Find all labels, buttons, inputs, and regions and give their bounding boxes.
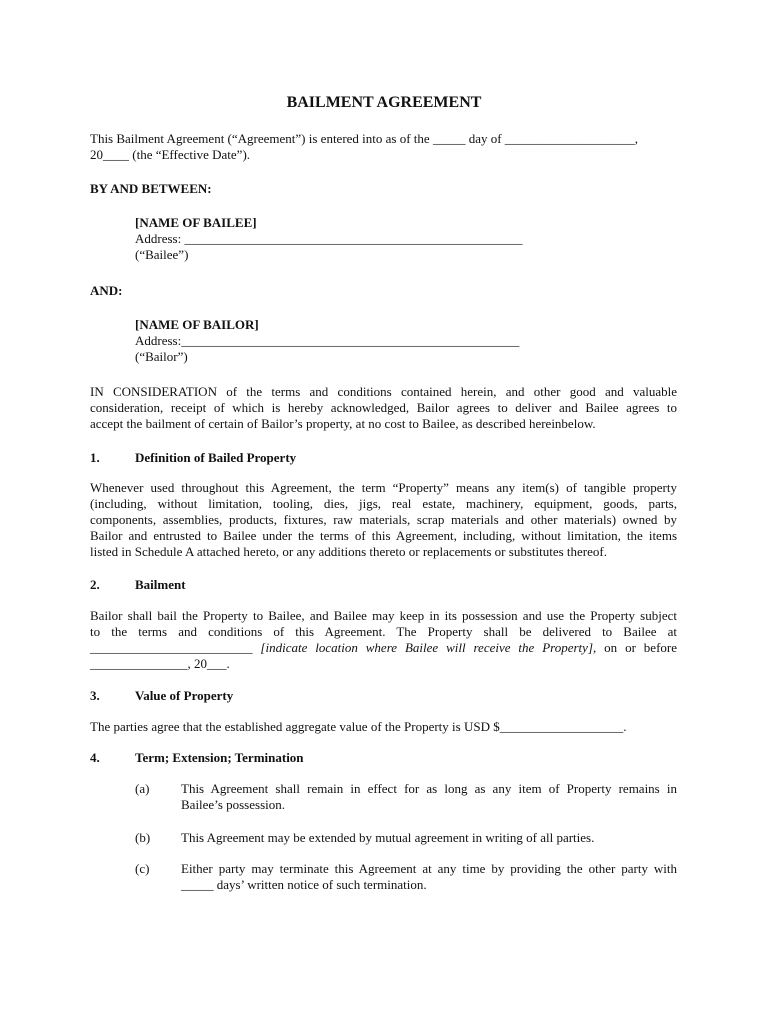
section-line: Bailor and entrusted to Bailee under the terms of this Agreement, including, without limitation, the items <box>90 528 677 543</box>
location-tail: , on or before <box>593 640 677 655</box>
section-line: Whenever used throughout this Agreement, the term “Property” means any item(s) of tangible property <box>90 480 677 495</box>
section-number: 2. <box>90 577 100 592</box>
section-2-body <box>90 608 677 672</box>
bailee-role: (“Bailee”) <box>135 247 189 262</box>
bailor-role: (“Bailor”) <box>135 349 188 364</box>
section-number: 4. <box>90 750 100 765</box>
section-title: Bailment <box>135 577 186 592</box>
section-title: Definition of Bailed Property <box>135 450 297 465</box>
section-4-heading <box>90 750 304 766</box>
section-2-heading <box>90 577 186 593</box>
and-heading: AND: <box>90 283 123 298</box>
subsection-c-body <box>181 861 677 893</box>
section-number: 1. <box>90 450 100 465</box>
subsection-line: This Agreement may be extended by mutual agreement in writing of all parties. <box>181 830 595 845</box>
section-line-date: _______________, 20___. <box>90 656 230 671</box>
consideration-line: accept the bailment of certain of Bailor’s property, at no cost to Bailee, as described hereinbelow. <box>90 416 596 431</box>
subsection-a-body <box>181 781 677 813</box>
subsection-b-body <box>181 830 594 846</box>
bailor-address: Address:____________________________________________________ <box>135 333 520 348</box>
intro-line-1: This Bailment Agreement (“Agreement”) is entered into as of the _____ day of ____________________, <box>90 131 639 146</box>
section-line: listed in Schedule A attached hereto, or any additions thereto or replacements or substitutes thereof. <box>90 544 607 559</box>
consideration-paragraph <box>90 384 677 432</box>
intro-paragraph <box>90 131 677 163</box>
subsection-line: Bailee’s possession. <box>181 797 285 812</box>
section-title: Value of Property <box>135 688 234 703</box>
subsection-line: _____ days’ written notice of such termination. <box>181 877 427 892</box>
section-3-heading <box>90 688 233 704</box>
bailee-name: [NAME OF BAILEE] <box>135 215 257 230</box>
between-heading: BY AND BETWEEN: <box>90 181 212 196</box>
section-1-heading <box>90 450 296 466</box>
bailee-block <box>135 215 522 263</box>
subsection-c-label: (c) <box>135 861 150 876</box>
document-title: BAILMENT AGREEMENT <box>286 94 482 111</box>
section-number: 3. <box>90 688 100 703</box>
section-line: to the terms and conditions of this Agreement. The Property shall be delivered to Bailee at <box>90 624 677 639</box>
location-blank: _________________________ <box>90 640 253 655</box>
section-line: components, assemblies, products, fixtures, raw materials, scrap materials and other materials) owned by <box>90 512 677 527</box>
intro-line-2: 20____ (the “Effective Date”). <box>90 147 251 162</box>
section-1-body <box>90 480 677 560</box>
subsection-line: Either party may terminate this Agreement at any time by providing the other party with <box>181 861 677 876</box>
location-instruction: [indicate location where Bailee will receive the Property] <box>260 640 593 655</box>
section-3-body: The parties agree that the established aggregate value of the Property is USD $___________________. <box>90 719 627 734</box>
section-line: Bailor shall bail the Property to Bailee, and Bailee may keep in its possession and use the Property subject <box>90 608 677 623</box>
consideration-line: IN CONSIDERATION of the terms and conditions contained herein, and other good and valuable <box>90 384 677 399</box>
subsection-a-label: (a) <box>135 781 150 796</box>
consideration-line: consideration, receipt of which is hereby acknowledged, Bailor agrees to deliver and Bailee agrees to <box>90 400 677 415</box>
bailor-name: [NAME OF BAILOR] <box>135 317 259 332</box>
section-line-location <box>90 640 677 656</box>
subsection-line: This Agreement shall remain in effect for as long as any item of Property remains in <box>181 781 677 796</box>
section-title: Term; Extension; Termination <box>135 750 304 765</box>
section-line: (including, without limitation, tooling, dies, jigs, real estate, machinery, equipment, goods, parts, <box>90 496 677 511</box>
subsection-b-label: (b) <box>135 830 151 845</box>
bailee-address: Address: ____________________________________________________ <box>135 231 523 246</box>
bailor-block <box>135 317 519 365</box>
